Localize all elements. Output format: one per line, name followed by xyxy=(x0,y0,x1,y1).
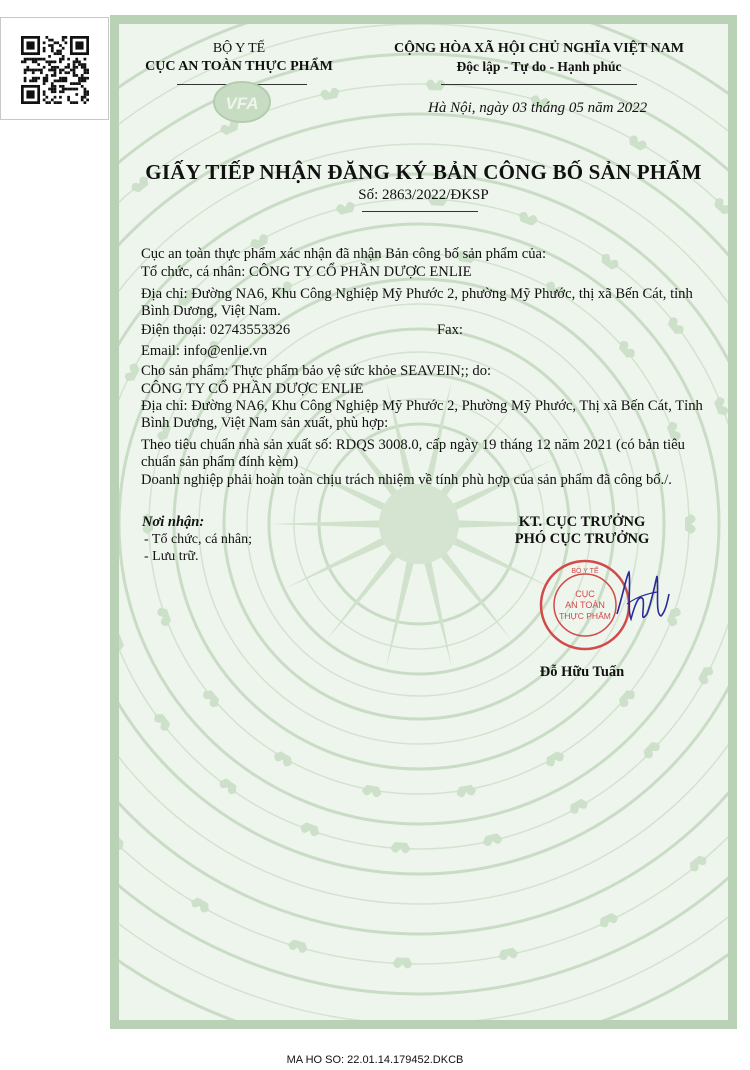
certificate-content xyxy=(119,24,728,1020)
issue-date: Hà Nội, ngày 03 tháng 05 năm 2022 xyxy=(428,100,648,116)
handwritten-signature-icon xyxy=(609,564,679,634)
manufacturer: CÔNG TY CỔ PHẦN DƯỢC ENLIE xyxy=(141,381,364,397)
ministry-name: BỘ Y TẾ xyxy=(212,41,266,56)
document-number: Số: 2863/2022/ĐKSP xyxy=(358,187,489,203)
organization-address: Địa chỉ: Đường NA6, Khu Công Nghiệp Mỹ Phước 2, phường Mỹ Phước, thị xã Bến Cát, tỉnh Bình Dương, Việt Nam. xyxy=(141,286,693,319)
number-underline xyxy=(362,211,478,212)
fax: Fax: xyxy=(437,322,463,338)
svg-text:CỤC: CỤC xyxy=(575,589,595,599)
national-motto: Độc lập - Tự do - Hạnh phúc xyxy=(456,59,622,74)
dossier-code: MA HO SO: 22.01.14.179452.DKCB xyxy=(286,1054,464,1066)
motto-underline xyxy=(441,84,637,85)
product: Cho sản phẩm: Thực phẩm bảo vệ sức khỏe SEAVEIN;; do: xyxy=(141,363,492,379)
certificate-paper xyxy=(119,24,728,1020)
qr-code xyxy=(0,17,109,120)
qr-code-icon xyxy=(19,36,91,104)
signer-name: Đỗ Hữu Tuấn xyxy=(539,664,625,680)
svg-text:AN TOÀN: AN TOÀN xyxy=(565,600,605,610)
phone: Điện thoại: 02743553326 xyxy=(141,322,291,338)
responsibility-statement: Doanh nghiệp phải hoàn toàn chịu trách nhiệm về tính phù hợp của sản phẩm đã công bố./. xyxy=(141,472,672,488)
standard: Theo tiêu chuẩn nhà sản xuất số: RDQS 3008.0, cấp ngày 19 tháng 12 năm 2021 (có bản tiêu chuẩn sản phẩm đính kèm) xyxy=(141,437,685,470)
recipient-item: - Tổ chức, cá nhân; xyxy=(144,532,253,547)
certificate-frame xyxy=(110,15,737,1029)
svg-text:THỰC PHẨM: THỰC PHẨM xyxy=(559,611,611,621)
signature-title: KT. CỤC TRƯỞNG xyxy=(518,514,646,530)
country-name: CỘNG HÒA XÃ HỘI CHỦ NGHĨA VIỆT NAM xyxy=(393,41,684,56)
document-title: GIẤY TIẾP NHẬN ĐĂNG KÝ BẢN CÔNG BỐ SẢN PHẨM xyxy=(145,160,702,184)
svg-text:BỘ Y TẾ: BỘ Y TẾ xyxy=(571,568,599,575)
email: Email: info@enlie.vn xyxy=(141,343,268,359)
signature-subtitle: PHÓ CỤC TRƯỞNG xyxy=(514,531,650,547)
vfa-logo-icon xyxy=(211,80,273,124)
organization: Tổ chức, cá nhân: CÔNG TY CỔ PHẦN DƯỢC ENLIE xyxy=(141,264,472,280)
recipients-title: Nơi nhận: xyxy=(142,514,205,530)
manufacturer-address: Địa chỉ: Đường NA6, Khu Công Nghiệp Mỹ Phước 2, Phường Mỹ Phước, Thị xã Bến Cát, Tỉnh Bình Dương, Việt Nam sản xuất, phù hợp: xyxy=(141,398,703,431)
agency-name: CỤC AN TOÀN THỰC PHẨM xyxy=(145,59,333,74)
svg-text:VFA: VFA xyxy=(225,94,259,113)
recipient-item: - Lưu trữ. xyxy=(144,549,199,564)
intro-text: Cục an toàn thực phẩm xác nhận đã nhận Bản công bố sản phẩm của: xyxy=(141,246,547,262)
